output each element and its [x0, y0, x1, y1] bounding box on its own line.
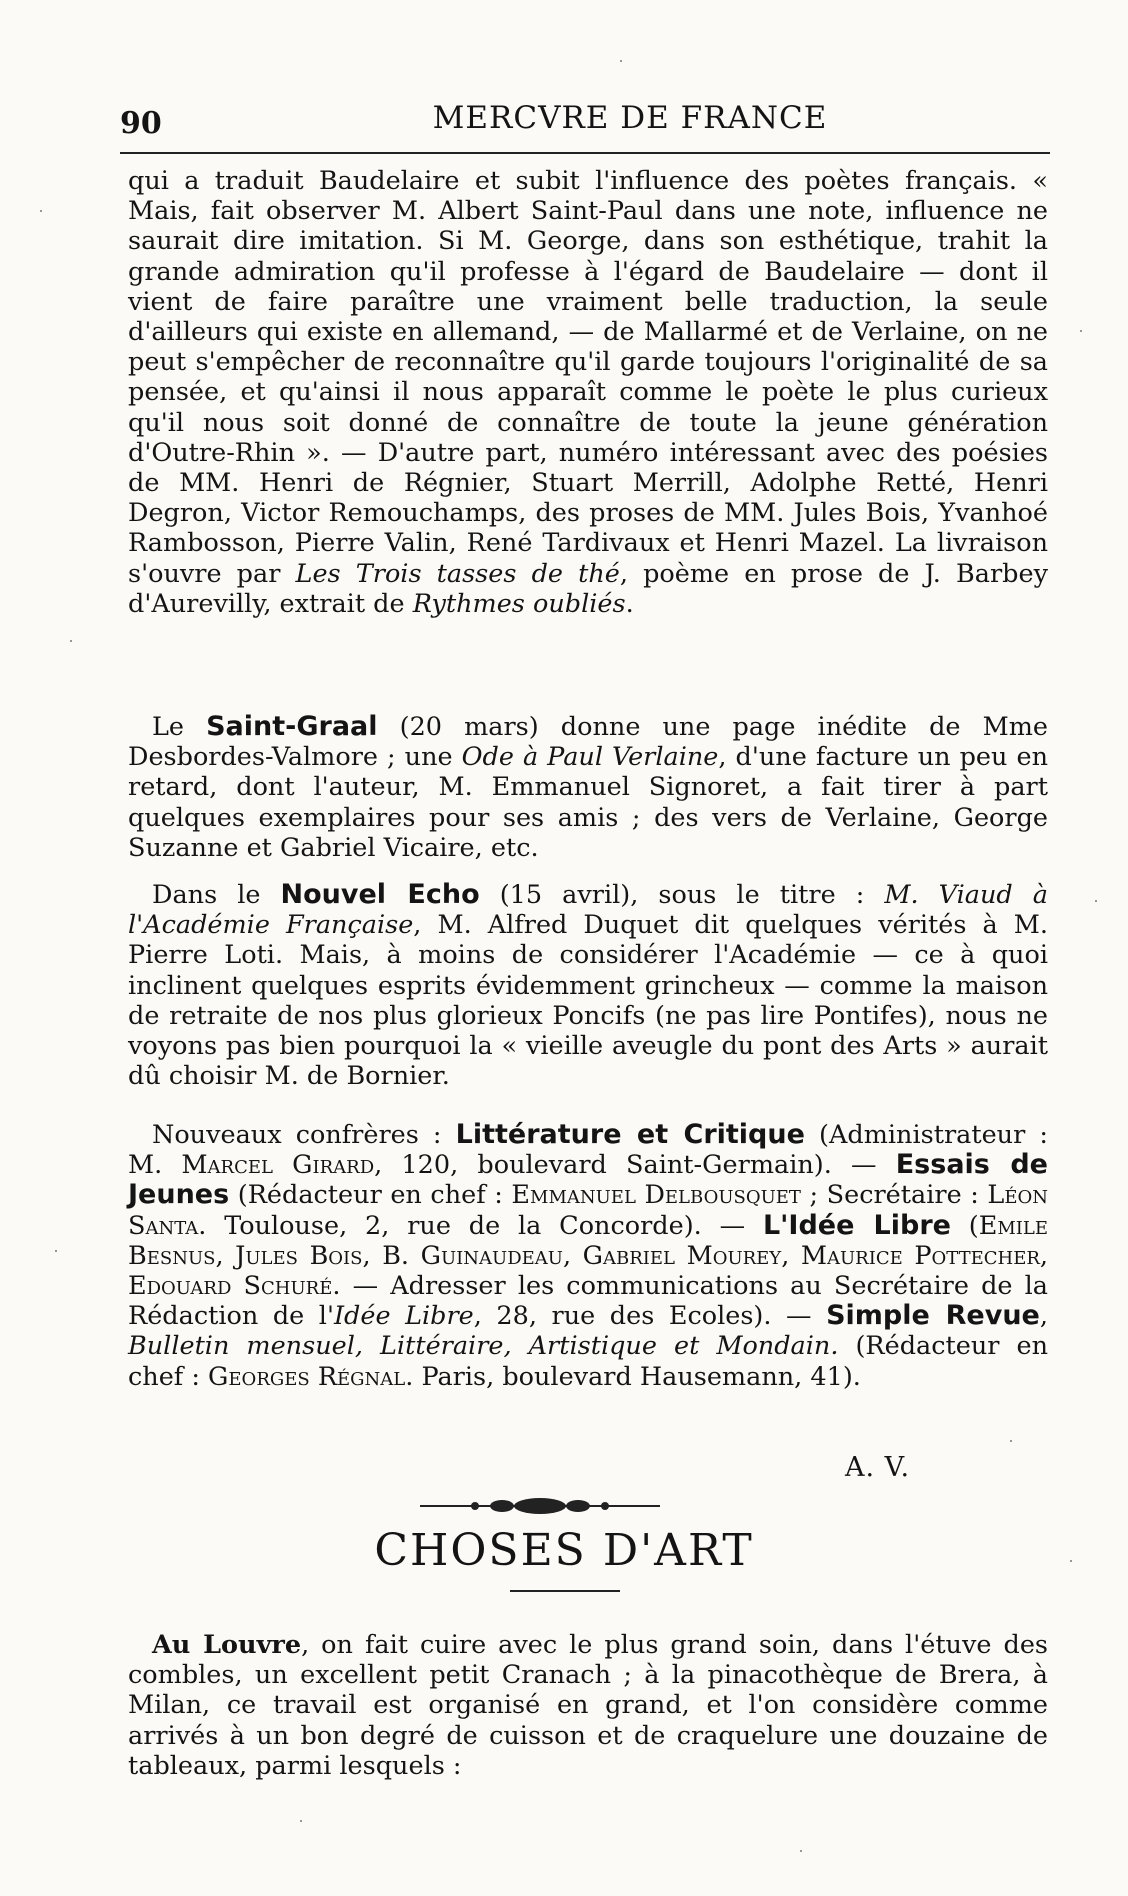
journal-simple-revue: Simple Revue [826, 1300, 1040, 1332]
para4-t1a: (Administrateur : M. [128, 1120, 1048, 1181]
running-head: MERCVRE DE FRANCE [432, 100, 828, 136]
para1-text-3: . [625, 588, 634, 619]
para4-t4b: (Rédacteur en chef : [128, 1331, 1048, 1392]
para4-t3c: , 28, rue des Ecoles). — [473, 1301, 827, 1332]
para5-text: , on fait cuire avec le plus grand soin, dans l'étuve des combles, un excellent petit Cranach ; à la pinacothèque de Brera, à Milan, ce travail est organisé en grand, et l'on considère comme arrivés à un bon degré de cuisson et de craquelure une douzaine de tableaux, parmi lesquels : [128, 1630, 1048, 1781]
page-header [120, 100, 1050, 148]
para4-pre: Nouveaux confrères : [152, 1120, 456, 1150]
journal-nouvel-echo: Nouvel Echo [280, 879, 480, 910]
journal-essais-de-jeunes: Essais de Jeunes [128, 1149, 1048, 1211]
paragraph-george-review [128, 166, 1048, 619]
para4-name-3: Léon Santa [128, 1180, 1048, 1241]
para2-pre: Le [152, 712, 207, 742]
section-rule [510, 1590, 620, 1592]
para4-name-2: Emmanuel Delbousquet [511, 1180, 801, 1211]
paragraph-nouvel-echo [128, 880, 1048, 1091]
para3-italic: M. Viaud à l'Académie Française [128, 880, 1048, 941]
para2-mid: (20 mars) donne une page inédite de Mme Desbordes-Valmore ; une [128, 712, 1048, 773]
paragraph-nouveaux-confreres [128, 1120, 1048, 1392]
para4-t4a: , [1039, 1301, 1048, 1332]
para4-t3a: ( [950, 1210, 979, 1241]
para1-text: qui a traduit Baudelaire et subit l'influence des poètes français. « Mais, fait observer M. Albert Saint-Paul dans une note, influence ne saurait dire imitation. Si M. George, dans son esthétique, trahit la grande admiration qu'il professe à l'égard de Baudelaire — dont il vient de faire paraître une vraiment belle traduction, la seule d'ailleurs qui existe en allemand, — de Mallarmé et de Verlaine, on ne peut s'empêcher de reconnaître qu'il garde toujours l'originalité de sa pensée, et qu'ainsi il nous apparaît comme le poète le plus curieux qu'il nous soit donné de connaître de toute la jeune génération d'Outre-Rhin ». — D'autre part, numéro intéressant avec des poésies de MM. Henri de Régnier, Stuart Merrill, Adolphe Retté, Henri Degron, Victor Remouchamps, des proses de MM. Jules Bois, Yvanhoé Rambosson, Pierre Valin, René Tardivaux et Henri Mazel. La livraison s'ouvre par [128, 166, 1048, 589]
para4-t4c: . Paris, boulevard Hausemann, 41). [405, 1361, 861, 1392]
para1-italic-title: Les Trois tasses de thé [295, 558, 620, 589]
section-title: CHOSES D'ART [374, 1525, 754, 1576]
journal-litterature-critique: Littérature et Critique [455, 1119, 805, 1150]
journal-idee-libre: L'Idée Libre [762, 1209, 951, 1241]
header-rule [120, 152, 1050, 154]
paragraph-choses-dart [128, 1630, 1048, 1781]
paragraph-saint-graal [128, 712, 1048, 863]
para2-italic: Ode à Paul Verlaine [461, 742, 719, 773]
para4-t3b: . — Adresser les communications au Secrétaire de la Rédaction de l' [128, 1271, 1048, 1332]
para4-t2a: (Rédacteur en chef : [229, 1180, 512, 1211]
para3-mid: (15 avril), sous le titre : [479, 880, 885, 910]
para4-name-1: Marcel Girard [181, 1150, 375, 1181]
page-number: 90 [120, 106, 162, 141]
para4-name-4: Emile Besnus, Jules Bois, B. Guinaudeau, Gabriel Mourey, Maurice Pottecher, Edouard Schuré [128, 1210, 1048, 1302]
para4-t2c: . Toulouse, 2, rue de la Concorde). — [198, 1210, 763, 1241]
para4-italic-3: Idée Libre [333, 1301, 474, 1332]
para5-lead: Au Louvre [152, 1630, 302, 1660]
para4-italic-4: Bulletin mensuel, Littéraire, Artistique et Mondain. [128, 1331, 839, 1362]
para4-t1b: , 120, boulevard Saint-Germain). — [374, 1150, 896, 1181]
para3-pre: Dans le [152, 880, 281, 910]
para4-name-5: Georges Régnal [208, 1361, 406, 1392]
ornament-divider [420, 1495, 660, 1517]
journal-saint-graal: Saint-Graal [206, 711, 378, 742]
para1-text-2: , poème en prose de J. Barbey d'Aurevilly, extrait de [128, 558, 1048, 619]
signature: A. V. [845, 1452, 911, 1483]
para2-post: , d'une facture un peu en retard, dont l'auteur, M. Emmanuel Signoret, a fait tirer à part quelques exemplaires pour ses amis ; des vers de Verlaine, George Suzanne et Gabriel Vicaire, etc. [128, 742, 1048, 863]
para3-post: , M. Alfred Duquet dit quelques vérités à M. Pierre Loti. Mais, à moins de considérer l'Académie — ce à quoi inclinent quelques esprits évidemment grincheux — comme la maison de retraite de nos plus glorieux Poncifs (ne pas lire Pontifes), nous ne voyons pas bien pourquoi la « vieille aveugle du pont des Arts » aurait dû choisir M. de Bornier. [128, 910, 1048, 1092]
para1-italic-title-2: Rythmes oubliés [412, 588, 626, 619]
para4-t2b: ; Secrétaire : [800, 1180, 988, 1211]
